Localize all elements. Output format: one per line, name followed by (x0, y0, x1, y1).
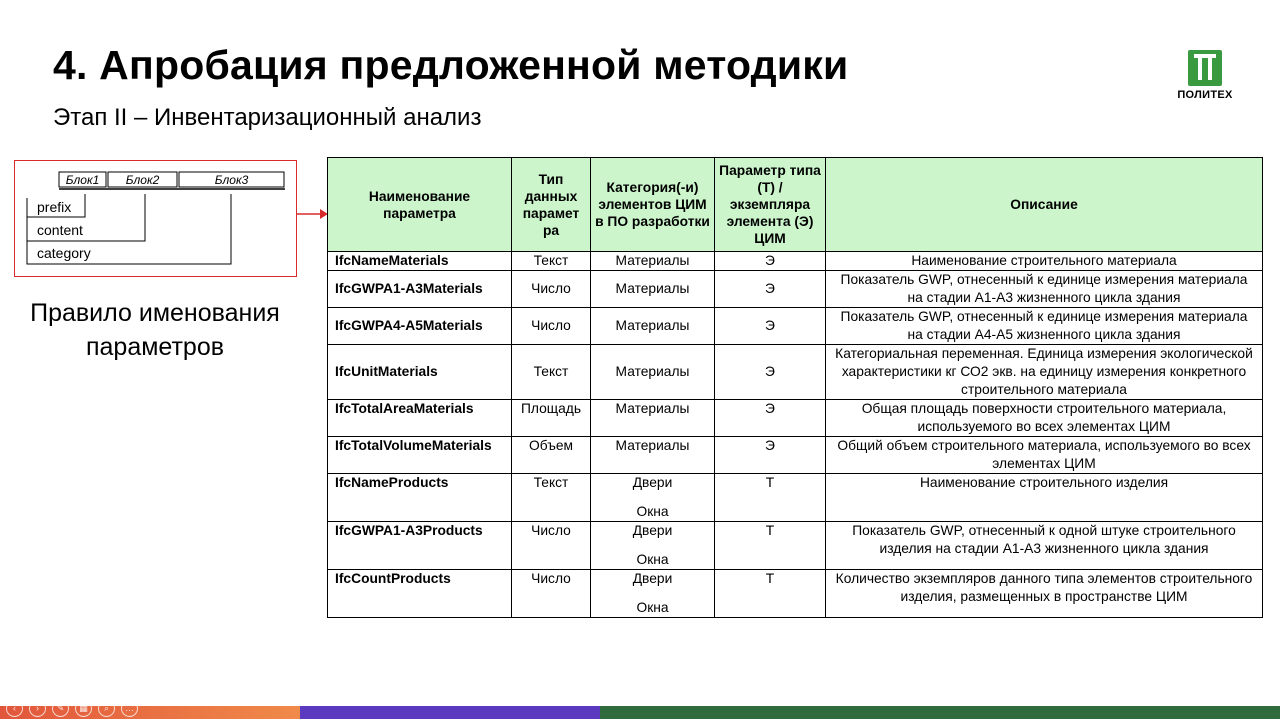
back-icon[interactable]: ‹ (6, 700, 23, 717)
param-description: Наименование строительного материала (826, 252, 1263, 271)
table-row (328, 400, 1263, 437)
param-description: Общий объем строительного материала, используемого во всех элементах ЦИМ (826, 437, 1263, 474)
more-icon[interactable]: … (121, 700, 138, 717)
category-item: Двери (632, 475, 673, 490)
category-item: Материалы (615, 364, 690, 379)
param-description: Категориальная переменная. Единица измерения экологической характеристики кг СО2 экв. на единицу измерения конкретного строительного материала (826, 345, 1263, 400)
param-type: Текст (512, 252, 591, 271)
pen-icon[interactable]: ✎ (52, 700, 69, 717)
param-categories (591, 252, 715, 271)
header-parameter-name: Наименование параметра (328, 158, 512, 252)
param-categories (591, 437, 715, 474)
param-type: Число (512, 308, 591, 345)
param-categories (591, 308, 715, 345)
category-item: Окна (636, 552, 669, 567)
param-type: Текст (512, 474, 591, 522)
category-item: Материалы (615, 438, 690, 453)
category-item: Материалы (615, 401, 690, 416)
param-kind: Э (715, 437, 826, 474)
forward-icon[interactable]: › (29, 700, 46, 717)
param-description: Общая площадь поверхности строительного материала, используемого во всех элементах ЦИМ (826, 400, 1263, 437)
param-name: IfcNameMaterials (328, 252, 512, 271)
param-description: Количество экземпляров данного типа элементов строительного изделия, размещенных в пространстве ЦИМ (826, 570, 1263, 618)
param-kind: Т (715, 522, 826, 570)
param-description: Наименование строительного изделия (826, 474, 1263, 522)
header-description: Описание (826, 158, 1263, 252)
table-row (328, 252, 1263, 271)
table-row (328, 345, 1263, 400)
param-type: Объем (512, 437, 591, 474)
param-kind: Э (715, 252, 826, 271)
category-item: Материалы (615, 281, 690, 296)
param-categories (591, 400, 715, 437)
param-name: IfcUnitMaterials (328, 345, 512, 400)
param-description: Показатель GWP, отнесенный к одной штуке строительного изделия на стадии А1-А3 жизненного цикла здания (826, 522, 1263, 570)
table-row (328, 570, 1263, 618)
category-item: Двери (632, 523, 673, 538)
category-item: Материалы (615, 253, 690, 268)
zoom-icon[interactable]: ⌕ (98, 700, 115, 717)
param-type: Текст (512, 345, 591, 400)
block2-label: Блок2 (125, 173, 160, 187)
param-description: Показатель GWP, отнесенный к единице измерения материала на стадии А1-А3 жизненного цикла здания (826, 271, 1263, 308)
category-item: Двери (632, 571, 673, 586)
param-name: IfcNameProducts (328, 474, 512, 522)
politech-logo (1172, 50, 1238, 104)
param-name: IfcCountProducts (328, 570, 512, 618)
slide-title: 4. Апробация предложенной методики (53, 42, 849, 88)
param-type: Число (512, 271, 591, 308)
param-name: IfcGWPA1-A3Materials (328, 271, 512, 308)
param-name: IfcGWPA4-A5Materials (328, 308, 512, 345)
slide-subtitle: Этап II – Инвентаризационный анализ (53, 104, 482, 131)
table-row (328, 308, 1263, 345)
category-item: Окна (636, 600, 669, 615)
param-kind: Э (715, 271, 826, 308)
header-categories: Категория(-и) элементов ЦИМ в ПО разработки (591, 158, 715, 252)
header-type-instance: Параметр типа (Т) /экземпляра элемента (Э) ЦИМ (715, 158, 826, 252)
table-row (328, 437, 1263, 474)
category-item: Материалы (615, 318, 690, 333)
prefix-label: prefix (37, 199, 72, 215)
param-categories (591, 522, 715, 570)
param-kind: Э (715, 400, 826, 437)
category-item: Окна (636, 504, 669, 519)
table-header-row (328, 158, 1263, 252)
param-kind: Э (715, 345, 826, 400)
param-categories (591, 345, 715, 400)
content-label: content (37, 222, 83, 238)
category-label: category (37, 245, 91, 261)
block1-label: Блок1 (65, 173, 100, 187)
param-categories (591, 474, 715, 522)
naming-rule-diagram (14, 160, 297, 277)
naming-diagram-lines (15, 161, 296, 275)
logo-text: ПОЛИТЕХ (1177, 89, 1233, 101)
table-row (328, 474, 1263, 522)
parameters-table (327, 157, 1263, 618)
block3-label: Блок3 (214, 173, 249, 187)
header-data-type: Тип данных парамет ра (512, 158, 591, 252)
param-type: Число (512, 570, 591, 618)
param-categories (591, 570, 715, 618)
param-kind: Т (715, 570, 826, 618)
param-kind: Т (715, 474, 826, 522)
param-name: IfcGWPA1-A3Products (328, 522, 512, 570)
param-kind: Э (715, 308, 826, 345)
param-name: IfcTotalAreaMaterials (328, 400, 512, 437)
param-type: Площадь (512, 400, 591, 437)
param-description: Показатель GWP, отнесенный к единице измерения материала на стадии А4-А5 жизненного цикла здания (826, 308, 1263, 345)
arrow-right-icon (296, 208, 328, 220)
slides-icon[interactable]: ▦ (75, 700, 92, 717)
slideshow-controls (6, 700, 138, 717)
table-row (328, 271, 1263, 308)
footer-bar-purple (300, 706, 600, 719)
pi-logo-icon (1188, 50, 1222, 86)
param-categories (591, 271, 715, 308)
param-name: IfcTotalVolumeMaterials (328, 437, 512, 474)
naming-rule-caption: Правило именования параметров (30, 299, 280, 361)
footer-bar-green (600, 706, 1280, 719)
table-row (328, 522, 1263, 570)
param-type: Число (512, 522, 591, 570)
